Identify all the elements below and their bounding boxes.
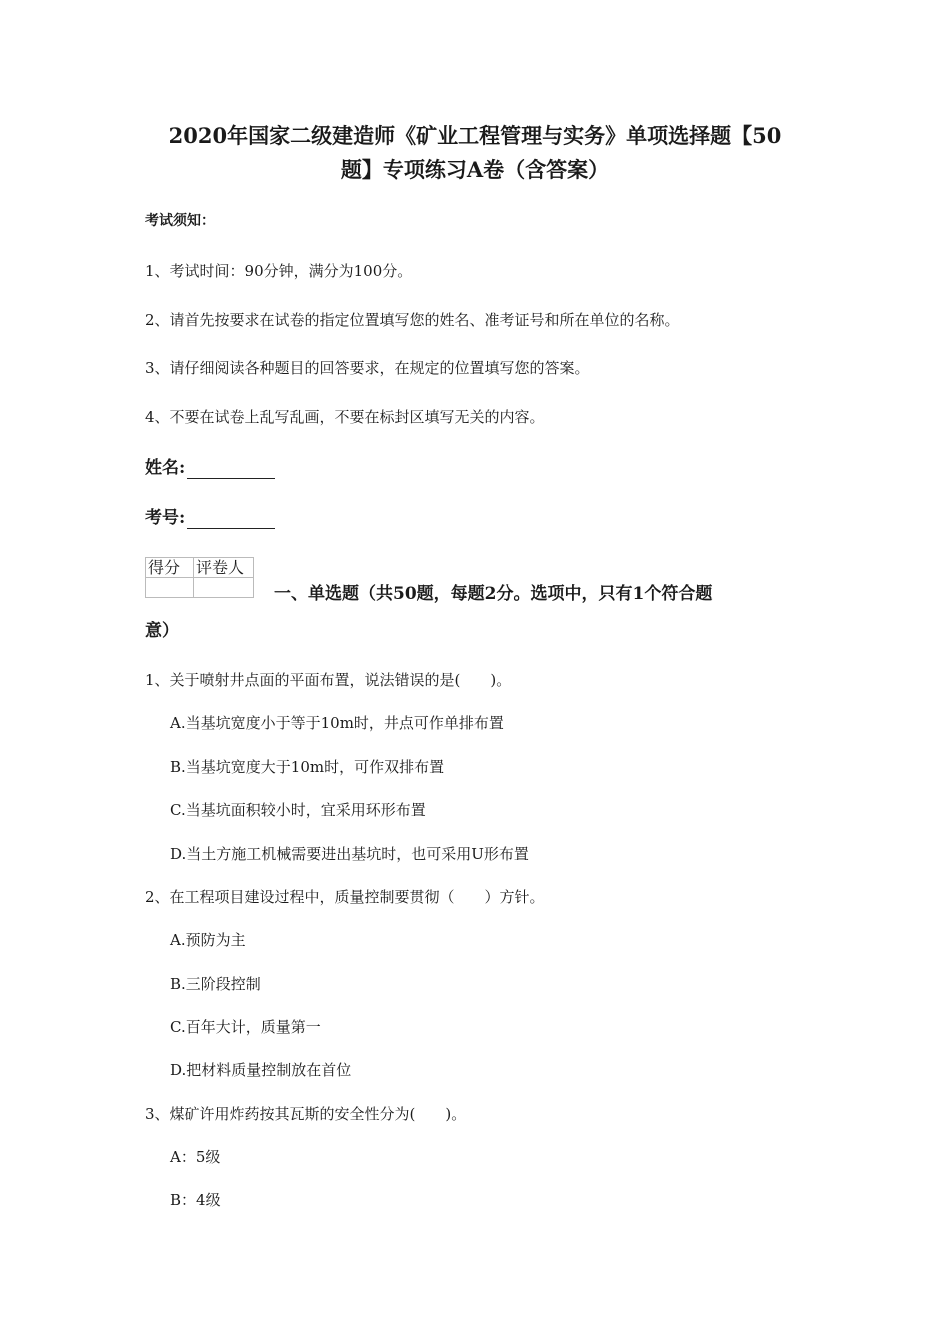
name-label: 姓名: <box>145 458 186 478</box>
grader-value-cell <box>194 578 254 598</box>
notice-item-2: 2、请首先按要求在试卷的指定位置填写您的姓名、准考证号和所在单位的名称。 <box>145 311 680 329</box>
question-3-option-b: B：4级 <box>170 1191 221 1209</box>
question-1-option-d: D.当土方施工机械需要进出基坑时，也可采用U形布置 <box>170 845 529 863</box>
exam-number-field <box>145 507 275 529</box>
question-1-option-a: A.当基坑宽度小于等于10m时，井点可作单排布置 <box>170 714 504 732</box>
question-1-option-c: C.当基坑面积较小时，宜采用环形布置 <box>170 801 426 819</box>
question-2-option-d: D.把材料质量控制放在首位 <box>170 1061 352 1079</box>
exam-number-label: 考号: <box>145 508 186 528</box>
score-value-cell <box>146 578 194 598</box>
name-blank-line[interactable] <box>187 459 275 479</box>
name-field <box>145 457 275 479</box>
question-2-stem: 2、在工程项目建设过程中，质量控制要贯彻（ ）方针。 <box>145 888 545 906</box>
grader-header-cell: 评卷人 <box>194 558 254 578</box>
question-2-option-b: B.三阶段控制 <box>170 975 261 993</box>
document-title-line-1: 2020年国家二级建造师《矿业工程管理与实务》单项选择题【50 <box>168 123 782 148</box>
question-2-option-c: C.百年大计，质量第一 <box>170 1018 321 1036</box>
question-2-option-a: A.预防为主 <box>170 931 246 949</box>
section-title-line-2: 意） <box>145 621 179 641</box>
notice-item-4: 4、不要在试卷上乱写乱画，不要在标封区填写无关的内容。 <box>145 408 545 426</box>
section-title-line-1: 一、单选题（共50题，每题2分。选项中，只有1个符合题 <box>274 584 713 604</box>
question-3-stem: 3、煤矿许用炸药按其瓦斯的安全性分为( )。 <box>145 1105 467 1123</box>
exam-number-blank-line[interactable] <box>187 509 275 529</box>
question-1-option-b: B.当基坑宽度大于10m时，可作双排布置 <box>170 758 445 776</box>
notice-item-3: 3、请仔细阅读各种题目的回答要求，在规定的位置填写您的答案。 <box>145 359 590 377</box>
question-3-option-a: A：5级 <box>170 1148 221 1166</box>
notice-item-1: 1、考试时间：90分钟，满分为100分。 <box>145 262 413 280</box>
score-header-cell: 得分 <box>146 558 194 578</box>
question-1-stem: 1、关于喷射井点面的平面布置，说法错误的是( )。 <box>145 671 512 689</box>
score-table <box>145 557 254 598</box>
document-title-line-2: 题】专项练习A卷（含答案） <box>340 157 610 182</box>
notice-heading: 考试须知： <box>145 213 215 229</box>
